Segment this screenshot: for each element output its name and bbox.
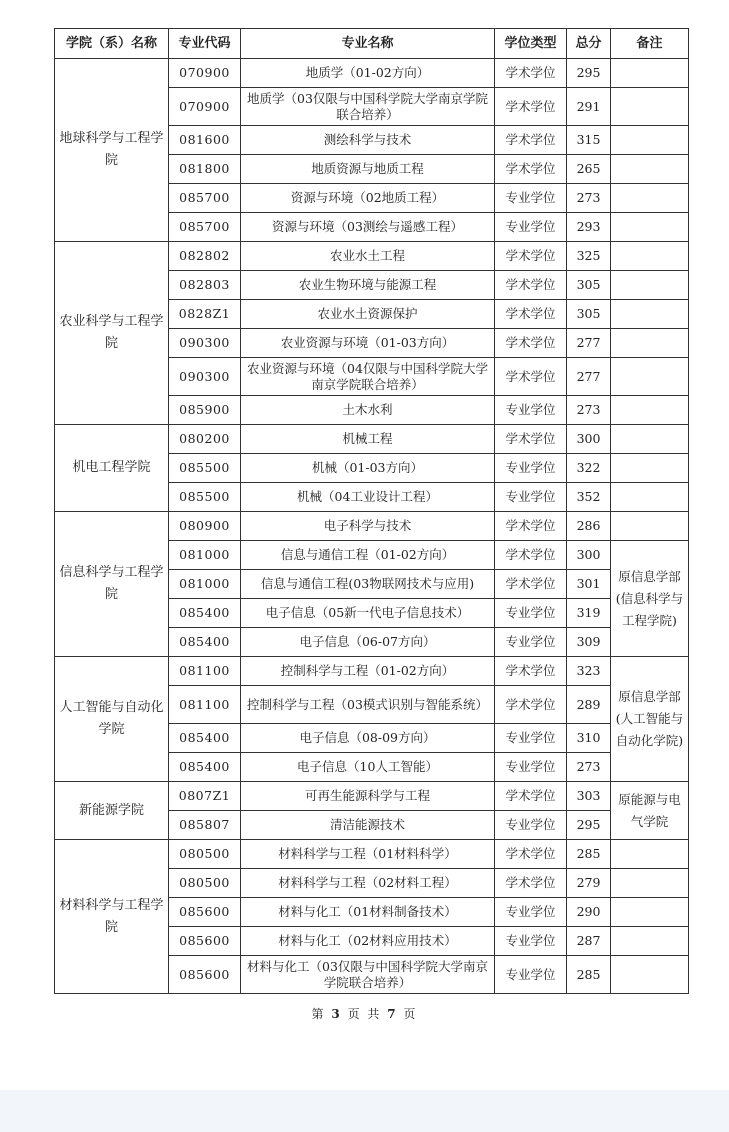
remarks-cell-empty bbox=[611, 59, 689, 88]
footer-suffix: 页 bbox=[403, 1007, 418, 1021]
major-name-cell: 材料与化工（03仅限与中国科学院大学南京学院联合培养） bbox=[241, 956, 495, 994]
major-code-cell: 090300 bbox=[169, 329, 241, 358]
remarks-cell-empty bbox=[611, 88, 689, 126]
total-score-cell: 277 bbox=[567, 329, 611, 358]
remarks-cell: 原信息学部(人工智能与自动化学院) bbox=[611, 657, 689, 782]
degree-type-cell: 学术学位 bbox=[495, 242, 567, 271]
degree-type-cell: 专业学位 bbox=[495, 628, 567, 657]
remarks-cell-empty bbox=[611, 956, 689, 994]
degree-type-cell: 学术学位 bbox=[495, 782, 567, 811]
major-name-cell: 测绘科学与技术 bbox=[241, 126, 495, 155]
total-score-cell: 277 bbox=[567, 358, 611, 396]
total-score-cell: 273 bbox=[567, 753, 611, 782]
table-row bbox=[55, 59, 689, 88]
remarks-cell-empty bbox=[611, 300, 689, 329]
total-score-cell: 295 bbox=[567, 59, 611, 88]
remarks-cell-empty bbox=[611, 483, 689, 512]
total-score-cell: 305 bbox=[567, 271, 611, 300]
major-code-cell: 080500 bbox=[169, 840, 241, 869]
major-name-cell: 机械（01-03方向） bbox=[241, 454, 495, 483]
major-code-cell: 081100 bbox=[169, 686, 241, 724]
degree-type-cell: 学术学位 bbox=[495, 329, 567, 358]
degree-type-cell: 学术学位 bbox=[495, 657, 567, 686]
header-code: 专业代码 bbox=[169, 29, 241, 59]
table-row bbox=[55, 242, 689, 271]
total-score-cell: 286 bbox=[567, 512, 611, 541]
major-code-cell: 090300 bbox=[169, 358, 241, 396]
remarks-cell-empty bbox=[611, 869, 689, 898]
remarks-cell-empty bbox=[611, 512, 689, 541]
college-name-cell: 地球科学与工程学院 bbox=[55, 59, 169, 242]
major-name-cell: 农业生物环境与能源工程 bbox=[241, 271, 495, 300]
degree-type-cell: 专业学位 bbox=[495, 811, 567, 840]
major-name-cell: 材料科学与工程（02材料工程） bbox=[241, 869, 495, 898]
major-name-cell: 控制科学与工程（01-02方向） bbox=[241, 657, 495, 686]
major-code-cell: 081800 bbox=[169, 155, 241, 184]
degree-type-cell: 专业学位 bbox=[495, 483, 567, 512]
header-college: 学院（系）名称 bbox=[55, 29, 169, 59]
remarks-cell-empty bbox=[611, 358, 689, 396]
remarks-cell-empty bbox=[611, 242, 689, 271]
major-name-cell: 农业水土工程 bbox=[241, 242, 495, 271]
major-code-cell: 081000 bbox=[169, 541, 241, 570]
total-score-cell: 265 bbox=[567, 155, 611, 184]
total-score-cell: 290 bbox=[567, 898, 611, 927]
college-name-cell: 机电工程学院 bbox=[55, 425, 169, 512]
degree-type-cell: 专业学位 bbox=[495, 599, 567, 628]
major-name-cell: 机械工程 bbox=[241, 425, 495, 454]
major-name-cell: 地质学（03仅限与中国科学院大学南京学院联合培养） bbox=[241, 88, 495, 126]
degree-type-cell: 学术学位 bbox=[495, 59, 567, 88]
table-row bbox=[55, 657, 689, 686]
degree-type-cell: 学术学位 bbox=[495, 271, 567, 300]
degree-type-cell: 专业学位 bbox=[495, 396, 567, 425]
degree-type-cell: 学术学位 bbox=[495, 840, 567, 869]
table-row bbox=[55, 512, 689, 541]
major-code-cell: 081000 bbox=[169, 570, 241, 599]
major-code-cell: 082802 bbox=[169, 242, 241, 271]
degree-type-cell: 学术学位 bbox=[495, 686, 567, 724]
total-score-cell: 352 bbox=[567, 483, 611, 512]
total-score-cell: 289 bbox=[567, 686, 611, 724]
total-score-cell: 285 bbox=[567, 956, 611, 994]
major-code-cell: 070900 bbox=[169, 88, 241, 126]
major-code-cell: 080200 bbox=[169, 425, 241, 454]
degree-type-cell: 学术学位 bbox=[495, 358, 567, 396]
remarks-cell-empty bbox=[611, 927, 689, 956]
major-name-cell: 可再生能源科学与工程 bbox=[241, 782, 495, 811]
degree-type-cell: 学术学位 bbox=[495, 300, 567, 329]
total-score-cell: 285 bbox=[567, 840, 611, 869]
major-name-cell: 清洁能源技术 bbox=[241, 811, 495, 840]
major-code-cell: 070900 bbox=[169, 59, 241, 88]
degree-type-cell: 学术学位 bbox=[495, 512, 567, 541]
major-name-cell: 电子科学与技术 bbox=[241, 512, 495, 541]
total-score-cell: 319 bbox=[567, 599, 611, 628]
total-score-cell: 315 bbox=[567, 126, 611, 155]
degree-type-cell: 学术学位 bbox=[495, 425, 567, 454]
total-score-cell: 273 bbox=[567, 184, 611, 213]
major-code-cell: 082803 bbox=[169, 271, 241, 300]
total-score-cell: 325 bbox=[567, 242, 611, 271]
page-footer bbox=[0, 1005, 729, 1022]
major-code-cell: 080900 bbox=[169, 512, 241, 541]
major-code-cell: 085600 bbox=[169, 927, 241, 956]
total-score-cell: 273 bbox=[567, 396, 611, 425]
degree-type-cell: 专业学位 bbox=[495, 898, 567, 927]
score-table bbox=[54, 28, 689, 994]
major-code-cell: 085400 bbox=[169, 753, 241, 782]
degree-type-cell: 学术学位 bbox=[495, 869, 567, 898]
major-name-cell: 信息与通信工程（01-02方向） bbox=[241, 541, 495, 570]
major-code-cell: 085600 bbox=[169, 898, 241, 927]
major-code-cell: 080500 bbox=[169, 869, 241, 898]
degree-type-cell: 学术学位 bbox=[495, 126, 567, 155]
major-code-cell: 085807 bbox=[169, 811, 241, 840]
major-name-cell: 电子信息（05新一代电子信息技术） bbox=[241, 599, 495, 628]
total-score-cell: 293 bbox=[567, 213, 611, 242]
total-score-cell: 323 bbox=[567, 657, 611, 686]
table-header-row bbox=[55, 29, 689, 59]
major-code-cell: 085400 bbox=[169, 599, 241, 628]
degree-type-cell: 专业学位 bbox=[495, 454, 567, 483]
total-score-cell: 303 bbox=[567, 782, 611, 811]
remarks-cell-empty bbox=[611, 329, 689, 358]
remarks-cell: 原信息学部(信息科学与工程学院) bbox=[611, 541, 689, 657]
major-code-cell: 085400 bbox=[169, 628, 241, 657]
header-remarks: 备注 bbox=[611, 29, 689, 59]
degree-type-cell: 专业学位 bbox=[495, 184, 567, 213]
degree-type-cell: 专业学位 bbox=[495, 956, 567, 994]
major-code-cell: 081600 bbox=[169, 126, 241, 155]
degree-type-cell: 学术学位 bbox=[495, 155, 567, 184]
major-name-cell: 材料与化工（01材料制备技术） bbox=[241, 898, 495, 927]
remarks-cell-empty bbox=[611, 454, 689, 483]
major-code-cell: 085900 bbox=[169, 396, 241, 425]
remarks-cell-empty bbox=[611, 271, 689, 300]
total-score-cell: 295 bbox=[567, 811, 611, 840]
major-code-cell: 0807Z1 bbox=[169, 782, 241, 811]
degree-type-cell: 专业学位 bbox=[495, 724, 567, 753]
degree-type-cell: 专业学位 bbox=[495, 213, 567, 242]
major-code-cell: 085600 bbox=[169, 956, 241, 994]
major-name-cell: 机械（04工业设计工程） bbox=[241, 483, 495, 512]
degree-type-cell: 专业学位 bbox=[495, 927, 567, 956]
major-code-cell: 085400 bbox=[169, 724, 241, 753]
major-name-cell: 地质资源与地质工程 bbox=[241, 155, 495, 184]
major-code-cell: 085700 bbox=[169, 184, 241, 213]
remarks-cell-empty bbox=[611, 396, 689, 425]
total-score-cell: 287 bbox=[567, 927, 611, 956]
total-score-cell: 322 bbox=[567, 454, 611, 483]
major-name-cell: 材料科学与工程（01材料科学） bbox=[241, 840, 495, 869]
remarks-cell-empty bbox=[611, 840, 689, 869]
degree-type-cell: 学术学位 bbox=[495, 88, 567, 126]
total-score-cell: 300 bbox=[567, 541, 611, 570]
degree-type-cell: 学术学位 bbox=[495, 541, 567, 570]
footer-page-total: 7 bbox=[387, 1007, 398, 1021]
major-name-cell: 电子信息（06-07方向） bbox=[241, 628, 495, 657]
major-name-cell: 土木水利 bbox=[241, 396, 495, 425]
major-name-cell: 资源与环境（03测绘与遥感工程） bbox=[241, 213, 495, 242]
college-name-cell: 人工智能与自动化学院 bbox=[55, 657, 169, 782]
major-name-cell: 农业资源与环境（01-03方向） bbox=[241, 329, 495, 358]
major-code-cell: 085700 bbox=[169, 213, 241, 242]
footer-prefix: 第 bbox=[311, 1007, 326, 1021]
major-name-cell: 信息与通信工程(03物联网技术与应用) bbox=[241, 570, 495, 599]
remarks-cell-empty bbox=[611, 184, 689, 213]
major-name-cell: 资源与环境（02地质工程） bbox=[241, 184, 495, 213]
major-code-cell: 085500 bbox=[169, 454, 241, 483]
remarks-cell: 原能源与电气学院 bbox=[611, 782, 689, 840]
major-name-cell: 电子信息（08-09方向） bbox=[241, 724, 495, 753]
table-row bbox=[55, 782, 689, 811]
total-score-cell: 279 bbox=[567, 869, 611, 898]
major-code-cell: 085500 bbox=[169, 483, 241, 512]
remarks-cell-empty bbox=[611, 213, 689, 242]
major-name-cell: 农业水土资源保护 bbox=[241, 300, 495, 329]
remarks-cell-empty bbox=[611, 126, 689, 155]
remarks-cell-empty bbox=[611, 155, 689, 184]
header-major: 专业名称 bbox=[241, 29, 495, 59]
total-score-cell: 300 bbox=[567, 425, 611, 454]
table-body bbox=[55, 59, 689, 994]
header-total-score: 总分 bbox=[567, 29, 611, 59]
major-name-cell: 电子信息（10人工智能） bbox=[241, 753, 495, 782]
major-code-cell: 081100 bbox=[169, 657, 241, 686]
major-code-cell: 0828Z1 bbox=[169, 300, 241, 329]
total-score-cell: 310 bbox=[567, 724, 611, 753]
major-name-cell: 农业资源与环境（04仅限与中国科学院大学南京学院联合培养） bbox=[241, 358, 495, 396]
remarks-cell-empty bbox=[611, 898, 689, 927]
degree-type-cell: 专业学位 bbox=[495, 753, 567, 782]
header-degree-type: 学位类型 bbox=[495, 29, 567, 59]
total-score-cell: 305 bbox=[567, 300, 611, 329]
major-name-cell: 控制科学与工程（03模式识别与智能系统） bbox=[241, 686, 495, 724]
total-score-cell: 301 bbox=[567, 570, 611, 599]
remarks-cell-empty bbox=[611, 425, 689, 454]
table-row bbox=[55, 840, 689, 869]
college-name-cell: 信息科学与工程学院 bbox=[55, 512, 169, 657]
viewer-bottom-band bbox=[0, 1090, 729, 1132]
major-name-cell: 材料与化工（02材料应用技术） bbox=[241, 927, 495, 956]
total-score-cell: 309 bbox=[567, 628, 611, 657]
degree-type-cell: 学术学位 bbox=[495, 570, 567, 599]
footer-middle: 页 共 bbox=[347, 1007, 382, 1021]
table-row bbox=[55, 425, 689, 454]
major-name-cell: 地质学（01-02方向） bbox=[241, 59, 495, 88]
total-score-cell: 291 bbox=[567, 88, 611, 126]
college-name-cell: 新能源学院 bbox=[55, 782, 169, 840]
footer-page-number: 3 bbox=[331, 1007, 342, 1021]
college-name-cell: 农业科学与工程学院 bbox=[55, 242, 169, 425]
college-name-cell: 材料科学与工程学院 bbox=[55, 840, 169, 994]
